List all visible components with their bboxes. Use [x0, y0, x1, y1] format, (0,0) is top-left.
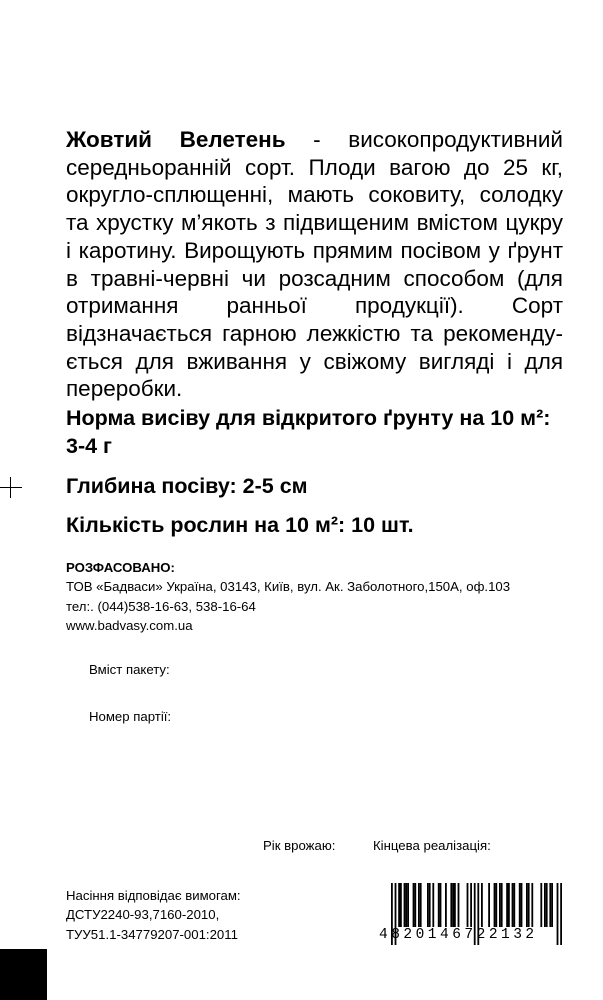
- barcode-bar: [413, 883, 415, 927]
- sowing-rate: [66, 404, 576, 460]
- packer-website: www.badvasy.com.ua: [66, 618, 193, 634]
- barcode-bar: [546, 883, 548, 927]
- barcode-bar: [494, 883, 496, 927]
- barcode-bar: [458, 883, 460, 927]
- variety-description-text: - високопродуктивний середньоранній сорт. Плоди вагою до 25 кг, округло-сплющенні, мають соковиту, солодку та хрустку м’якоть з підвищеним вмістом цукру і каротину. Вирощують прямим посівом у ґрунт в травні-червні чи розсадним способом (для отримання ранньої продукції). Сорт відзначається гарною лежкістю та рекомендується для вживання у свіжому вигляді і для переробки.: [66, 127, 563, 402]
- barcode-bar: [526, 883, 528, 927]
- standards-info: [66, 886, 241, 944]
- variety-description: [66, 126, 563, 403]
- standards-dstu: ДСТУ2240-93,7160-2010,: [66, 907, 220, 923]
- packer-heading: РОЗФАСОВАНО:: [66, 560, 175, 575]
- packer-info: [66, 558, 510, 636]
- barcode-bar: [528, 883, 530, 927]
- barcode-bar: [418, 883, 420, 927]
- barcode-bar: [414, 883, 416, 927]
- barcode-bar: [508, 883, 510, 927]
- plant-count: Кількість рослин на 10 м²: 10 шт.: [66, 513, 414, 537]
- barcode-bar: [420, 883, 422, 927]
- barcode-bar: [404, 883, 406, 927]
- barcode-bar: [481, 883, 483, 927]
- barcode-bar: [551, 883, 553, 927]
- barcode-bar: [549, 883, 551, 927]
- variety-name: Жовтий Велетень: [66, 127, 286, 152]
- sowing-rate-label: Норма висіву для відкритого ґрунту на 10 м²:: [66, 406, 551, 430]
- barcode-bar: [405, 883, 407, 927]
- barcode-bar: [440, 883, 442, 927]
- barcode-guard-bar: [557, 883, 559, 945]
- sowing-rate-value: 3-4 г: [66, 434, 113, 458]
- sale-deadline-label: Кінцева реалізація:: [373, 838, 491, 853]
- barcode-bar: [501, 883, 503, 927]
- standards-heading: Насіння відповідає вимогам:: [66, 888, 241, 903]
- barcode-bar: [438, 883, 440, 927]
- barcode-bar: [531, 883, 533, 927]
- package-content-label: Вміст пакету:: [89, 662, 170, 677]
- barcode-bar: [544, 883, 546, 927]
- barcode-guard-bar: [560, 883, 562, 945]
- barcode-bar: [488, 883, 490, 927]
- barcode-bar: [521, 883, 523, 927]
- barcode-bar: [499, 883, 501, 927]
- barcode-bar: [427, 883, 429, 927]
- barcode-bar: [432, 883, 434, 927]
- barcode-bar: [429, 883, 431, 927]
- barcode-bar: [470, 883, 472, 927]
- barcode-bar: [454, 883, 456, 927]
- packer-phone: тел:. (044)538-16-63, 538-16-64: [66, 598, 256, 614]
- barcode-bar: [452, 883, 454, 927]
- barcode-bar: [450, 883, 452, 927]
- barcode-bar: [540, 883, 542, 927]
- barcode-bar: [407, 883, 409, 927]
- batch-number-label: Номер партії:: [89, 709, 172, 724]
- barcode-bar: [512, 883, 514, 927]
- barcode-bar: [400, 883, 402, 927]
- standards-tuu: ТУУ51.1-34779207-001:2011: [66, 926, 238, 942]
- barcode-number: 4820146722132: [379, 927, 538, 943]
- barcode-bar: [445, 883, 447, 927]
- sowing-depth: Глибина посіву: 2-5 см: [66, 474, 308, 498]
- barcode-bar: [506, 883, 508, 927]
- barcode-bar: [467, 883, 469, 927]
- barcode-bar: [398, 883, 400, 927]
- barcode-bar: [519, 883, 521, 927]
- packer-address: ТОВ «Бадваси» Україна, 03143, Київ, вул. Ак. Заболотного,150А, оф.103: [66, 579, 511, 595]
- barcode-bar: [513, 883, 515, 927]
- harvest-year-label: Рік врожаю:: [263, 838, 336, 853]
- barcode-bar: [495, 883, 497, 927]
- registration-mark-vertical: [10, 477, 11, 498]
- corner-print-block: [0, 949, 47, 1000]
